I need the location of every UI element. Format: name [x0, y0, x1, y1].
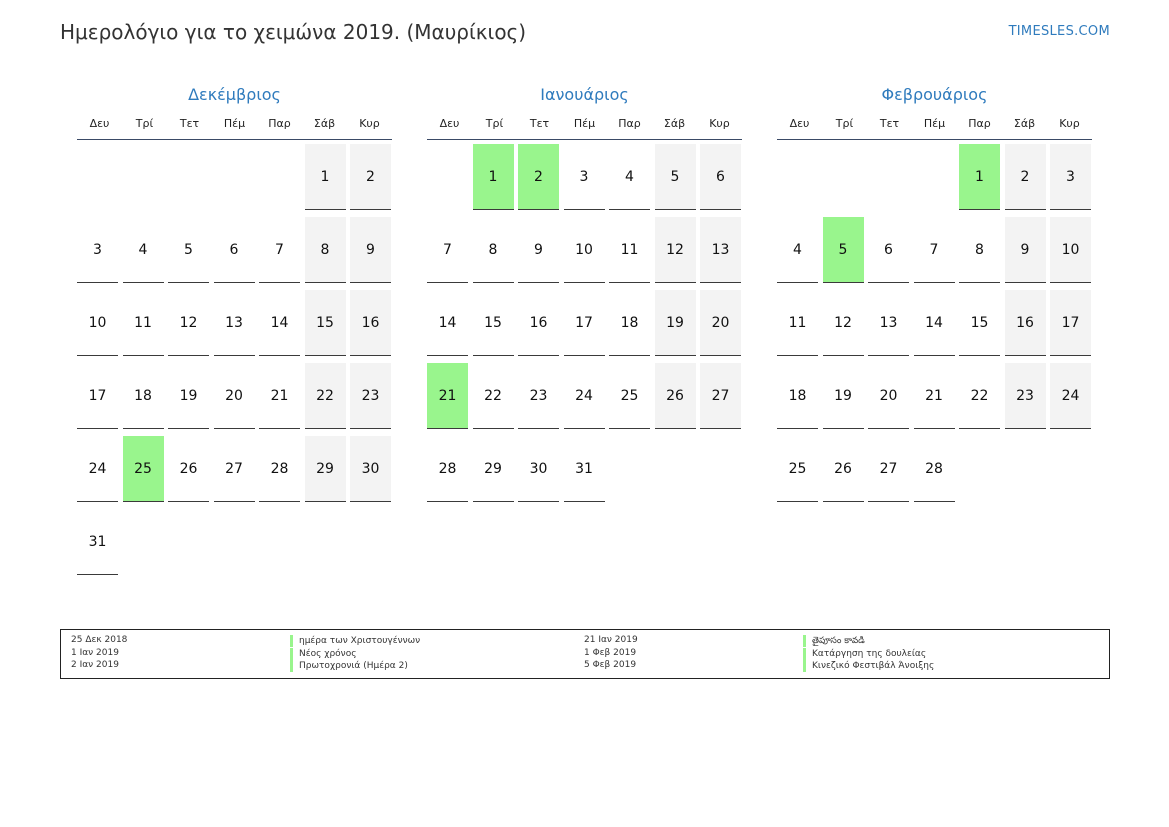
day-cell: 15 [305, 290, 346, 356]
day-cell: 22 [959, 363, 1000, 429]
legend-date: 1 Ιαν 2019 [71, 647, 119, 658]
day-cell: 17 [77, 363, 118, 429]
day-cell: 1 [473, 144, 514, 210]
day-cell: 25 [609, 363, 650, 429]
weekday-label: Παρ [268, 117, 291, 130]
day-cell: 18 [123, 363, 164, 429]
day-cell: 23 [350, 363, 391, 429]
day-cell: 10 [77, 290, 118, 356]
day-cell: 6 [868, 217, 909, 283]
day-cell: 3 [564, 144, 605, 210]
weekday-label: Πέμ [573, 117, 596, 130]
day-cell: 2 [350, 144, 391, 210]
day-cell: 19 [168, 363, 209, 429]
day-cell: 27 [214, 436, 255, 502]
day-cell: 7 [427, 217, 468, 283]
day-cell: 5 [823, 217, 864, 283]
day-cell: 18 [609, 290, 650, 356]
weekday-label: Κυρ [709, 117, 730, 130]
day-cell: 17 [564, 290, 605, 356]
day-cell: 23 [518, 363, 559, 429]
weekday-label: Πέμ [923, 117, 946, 130]
day-cell: 9 [350, 217, 391, 283]
legend-item [61, 648, 1109, 660]
day-cell: 17 [1050, 290, 1091, 356]
legend-holiday-name: Νέος χρόνος [290, 648, 356, 660]
holiday-legend [60, 629, 1110, 679]
month-calendar [77, 84, 392, 594]
days-grid [777, 144, 1092, 594]
weekday-label: Παρ [618, 117, 641, 130]
day-cell: 4 [609, 144, 650, 210]
day-cell: 30 [350, 436, 391, 502]
day-cell: 3 [1050, 144, 1091, 210]
weekday-label: Τρί [485, 117, 504, 130]
legend-date: 21 Ιαν 2019 [584, 635, 638, 645]
day-cell: 23 [1005, 363, 1046, 429]
days-grid [427, 144, 742, 594]
legend-item [61, 660, 1109, 672]
day-cell: 15 [473, 290, 514, 356]
month-calendar [427, 84, 742, 594]
day-cell: 11 [123, 290, 164, 356]
day-cell: 29 [473, 436, 514, 502]
day-cell: 14 [259, 290, 300, 356]
day-cell: 6 [214, 217, 255, 283]
page-title: Ημερολόγιο για το χειμώνα 2019. (Μαυρίκιος) [60, 20, 527, 44]
day-cell: 22 [305, 363, 346, 429]
day-cell: 20 [700, 290, 741, 356]
legend-holiday-name: తైపూసం కావడి [803, 635, 865, 647]
day-cell: 1 [305, 144, 346, 210]
weekday-label: Τετ [179, 117, 200, 130]
site-brand-link[interactable]: TIMESLES.COM [1008, 24, 1110, 39]
day-cell: 7 [259, 217, 300, 283]
day-cell: 21 [914, 363, 955, 429]
legend-holiday-name: Κατάργηση της δουλείας [803, 648, 926, 660]
weekday-label: Τετ [529, 117, 550, 130]
weekday-header [427, 117, 742, 140]
day-cell: 3 [77, 217, 118, 283]
day-cell: 28 [259, 436, 300, 502]
day-cell: 8 [959, 217, 1000, 283]
day-cell: 25 [777, 436, 818, 502]
weekday-header [777, 117, 1092, 140]
weekday-header [77, 117, 392, 140]
day-cell: 26 [655, 363, 696, 429]
day-cell: 20 [868, 363, 909, 429]
day-cell: 10 [564, 217, 605, 283]
day-cell: 27 [700, 363, 741, 429]
weekday-label: Δευ [789, 117, 810, 130]
day-cell: 13 [214, 290, 255, 356]
legend-holiday-name: Κινεζικό Φεστιβάλ Άνοιξης [803, 660, 934, 672]
day-cell: 19 [823, 363, 864, 429]
day-cell: 5 [168, 217, 209, 283]
weekday-label: Σάβ [313, 117, 336, 130]
day-cell: 31 [564, 436, 605, 502]
day-cell: 27 [868, 436, 909, 502]
weekday-label: Τρί [135, 117, 154, 130]
weekday-label: Κυρ [359, 117, 380, 130]
day-cell: 16 [518, 290, 559, 356]
legend-item [61, 635, 1109, 647]
day-cell: 28 [914, 436, 955, 502]
day-cell: 1 [959, 144, 1000, 210]
day-cell: 30 [518, 436, 559, 502]
day-cell: 7 [914, 217, 955, 283]
day-cell: 14 [914, 290, 955, 356]
day-cell: 8 [305, 217, 346, 283]
day-cell: 9 [1005, 217, 1046, 283]
weekday-label: Δευ [439, 117, 460, 130]
day-cell: 13 [868, 290, 909, 356]
day-cell: 2 [518, 144, 559, 210]
day-cell: 24 [564, 363, 605, 429]
day-cell: 19 [655, 290, 696, 356]
weekday-label: Πέμ [223, 117, 246, 130]
day-cell: 8 [473, 217, 514, 283]
day-cell: 5 [655, 144, 696, 210]
month-calendar [777, 84, 1092, 594]
legend-date: 5 Φεβ 2019 [584, 660, 637, 670]
day-cell: 13 [700, 217, 741, 283]
day-cell: 12 [655, 217, 696, 283]
day-cell: 10 [1050, 217, 1091, 283]
legend-holiday-name: Πρωτοχρονιά (Ημέρα 2) [290, 660, 408, 672]
month-name: Δεκέμβριος [188, 85, 281, 104]
legend-date: 2 Ιαν 2019 [71, 660, 119, 670]
day-cell: 4 [777, 217, 818, 283]
day-cell: 28 [427, 436, 468, 502]
day-cell: 6 [700, 144, 741, 210]
day-cell: 21 [259, 363, 300, 429]
day-cell: 12 [823, 290, 864, 356]
day-cell: 16 [1005, 290, 1046, 356]
day-cell: 2 [1005, 144, 1046, 210]
weekday-label: Τρί [835, 117, 854, 130]
day-cell: 20 [214, 363, 255, 429]
legend-date: 25 Δεκ 2018 [71, 635, 128, 645]
weekday-label: Σάβ [663, 117, 686, 130]
days-grid [77, 144, 392, 594]
weekday-label: Σάβ [1013, 117, 1036, 130]
weekday-label: Παρ [968, 117, 991, 130]
day-cell: 26 [168, 436, 209, 502]
day-cell: 11 [609, 217, 650, 283]
month-name: Φεβρουάριος [881, 85, 988, 104]
day-cell: 12 [168, 290, 209, 356]
legend-holiday-name: ημέρα των Χριστουγέννων [290, 635, 420, 647]
day-cell: 26 [823, 436, 864, 502]
day-cell: 16 [350, 290, 391, 356]
day-cell: 25 [123, 436, 164, 502]
weekday-label: Δευ [89, 117, 110, 130]
day-cell: 11 [777, 290, 818, 356]
day-cell: 22 [473, 363, 514, 429]
day-cell: 24 [77, 436, 118, 502]
day-cell: 29 [305, 436, 346, 502]
day-cell: 31 [77, 509, 118, 575]
day-cell: 15 [959, 290, 1000, 356]
day-cell: 14 [427, 290, 468, 356]
day-cell: 9 [518, 217, 559, 283]
weekday-label: Κυρ [1059, 117, 1080, 130]
day-cell: 4 [123, 217, 164, 283]
month-name: Ιανουάριος [540, 85, 629, 104]
day-cell: 24 [1050, 363, 1091, 429]
weekday-label: Τετ [879, 117, 900, 130]
legend-date: 1 Φεβ 2019 [584, 647, 637, 658]
day-cell: 18 [777, 363, 818, 429]
day-cell: 21 [427, 363, 468, 429]
